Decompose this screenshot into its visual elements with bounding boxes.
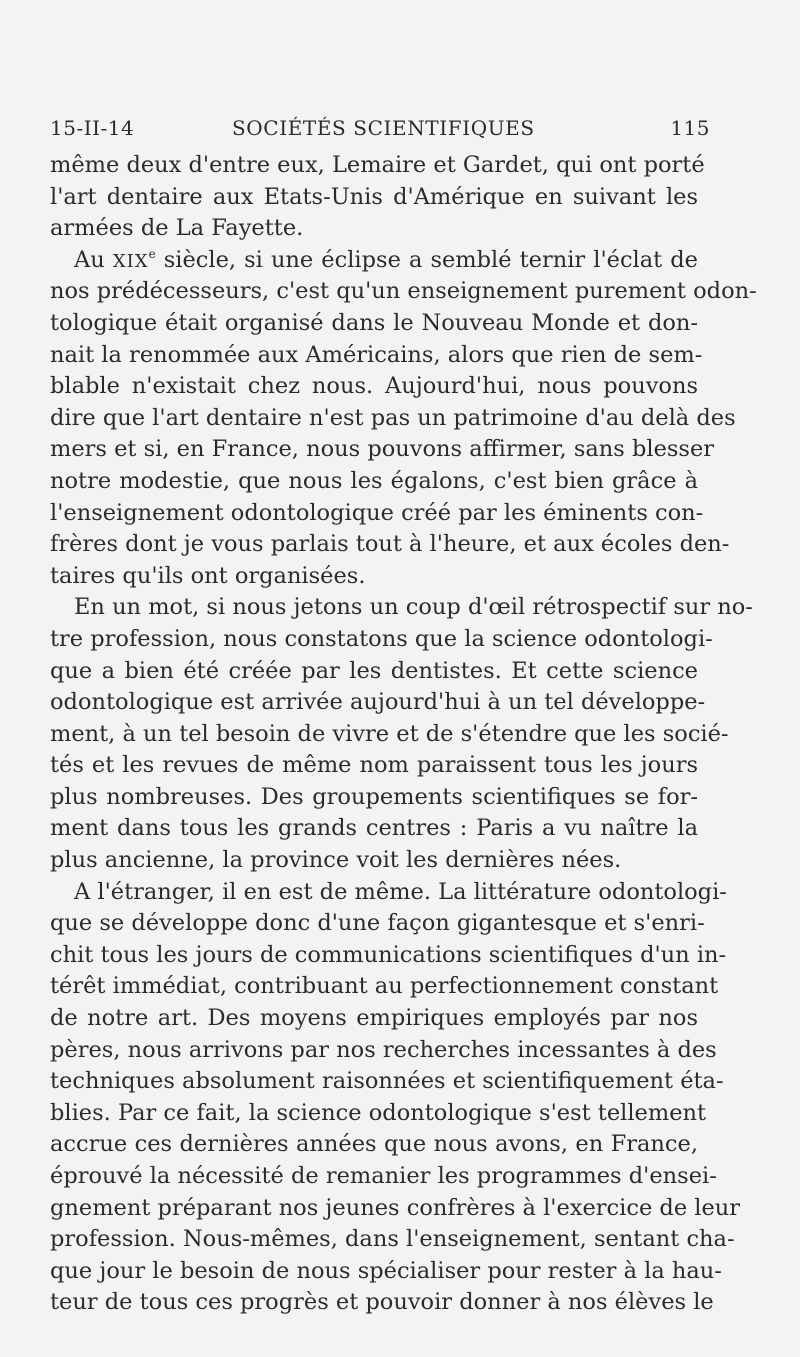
text-line: que a bien été créée par les dentistes. Et cette science <box>50 657 698 684</box>
text-line: pères, nous arrivons par nos recherches incessantes à des <box>50 1036 717 1063</box>
text-line: même deux d'entre eux, Lemaire et Gardet, qui ont porté <box>50 152 705 178</box>
superscript: e <box>148 246 156 261</box>
text-line: nos prédécesseurs, c'est qu'un enseignement purement odon- <box>50 278 757 305</box>
text-line: dire que l'art dentaire n'est pas un patrimoine d'au delà des <box>50 404 736 431</box>
text-line: notre modestie, que nous les égalons, c'est bien grâce à <box>50 467 698 494</box>
text-span: Au <box>74 246 113 273</box>
text-line: odontologique est arrivée aujourd'hui à un tel développe- <box>50 689 706 716</box>
text-line: nait la renommée aux Américains, alors que rien de sem- <box>50 341 703 368</box>
text-line: accrue ces dernières années que nous avons, en France, <box>50 1131 698 1158</box>
header-date: 15-II-14 <box>50 116 135 140</box>
text-line: teur de tous ces progrès et pouvoir donner à nos élèves le <box>50 1289 714 1316</box>
text-line: tre profession, nous constatons que la science odontologi- <box>50 625 713 652</box>
text-line: techniques absolument raisonnées et scientifiquement éta- <box>50 1068 724 1095</box>
text-line: ment dans tous les grands centres : Paris a vu naître la <box>50 815 698 842</box>
page-number: 115 <box>670 116 710 140</box>
text-line: l'enseignement odontologique créé par les éminents con- <box>50 499 704 526</box>
text-line: taires qu'ils ont organisées. <box>50 562 366 589</box>
text-line: plus nombreuses. Des groupements scientifiques se for- <box>50 783 698 810</box>
text-line: gnement préparant nos jeunes confrères à l'exercice de leur <box>50 1194 741 1221</box>
header-section-title: SOCIÉTÉS SCIENTIFIQUES <box>232 116 535 140</box>
text-line: que se développe donc d'une façon gigantesque et s'enri- <box>50 910 705 937</box>
paragraph-start-line <box>50 245 698 277</box>
century-numeral: XIX <box>112 250 149 272</box>
text-line: plus ancienne, la province voit les dernières nées. <box>50 847 622 874</box>
text-line: de notre art. Des moyens empiriques employés par nos <box>50 1005 698 1032</box>
text-line: que jour le besoin de nous spécialiser pour rester à la hau- <box>50 1257 722 1284</box>
text-line: armées de La Fayette. <box>50 215 304 242</box>
paragraph-start-line: A l'étranger, il en est de même. La littérature odontologi- <box>74 878 727 905</box>
text-span: siècle, si une éclipse a semblé ternir l'éclat de <box>155 246 698 273</box>
paragraph-start-line: En un mot, si nous jetons un coup d'œil rétrospectif sur no- <box>74 594 753 621</box>
text-line: éprouvé la nécessité de remanier les programmes d'ensei- <box>50 1163 717 1189</box>
body-text <box>50 150 757 1319</box>
text-line: chit tous les jours de communications scientifiques d'un in- <box>50 941 727 968</box>
text-line: blable n'existait chez nous. Aujourd'hui, nous pouvons <box>50 373 698 400</box>
text-line: tés et les revues de même nom paraissent tous les jours <box>50 752 698 779</box>
text-line: profession. Nous-mêmes, dans l'enseignement, sentant cha- <box>50 1226 735 1253</box>
text-line: tologique était organisé dans le Nouveau Monde et don- <box>50 309 698 336</box>
text-line: frères dont je vous parlais tout à l'heure, et aux écoles den- <box>50 531 730 558</box>
text-line: ment, à un tel besoin de vivre et de s'étendre que les socié- <box>50 720 729 747</box>
running-head <box>50 116 710 146</box>
text-line: mers et si, en France, nous pouvons affirmer, sans blesser <box>50 436 715 463</box>
text-line: térêt immédiat, contribuant au perfectionnement constant <box>50 973 719 1000</box>
text-line: blies. Par ce fait, la science odontologique s'est tellement <box>50 1099 707 1126</box>
text-line: l'art dentaire aux Etats-Unis d'Amérique en suivant les <box>50 183 698 210</box>
